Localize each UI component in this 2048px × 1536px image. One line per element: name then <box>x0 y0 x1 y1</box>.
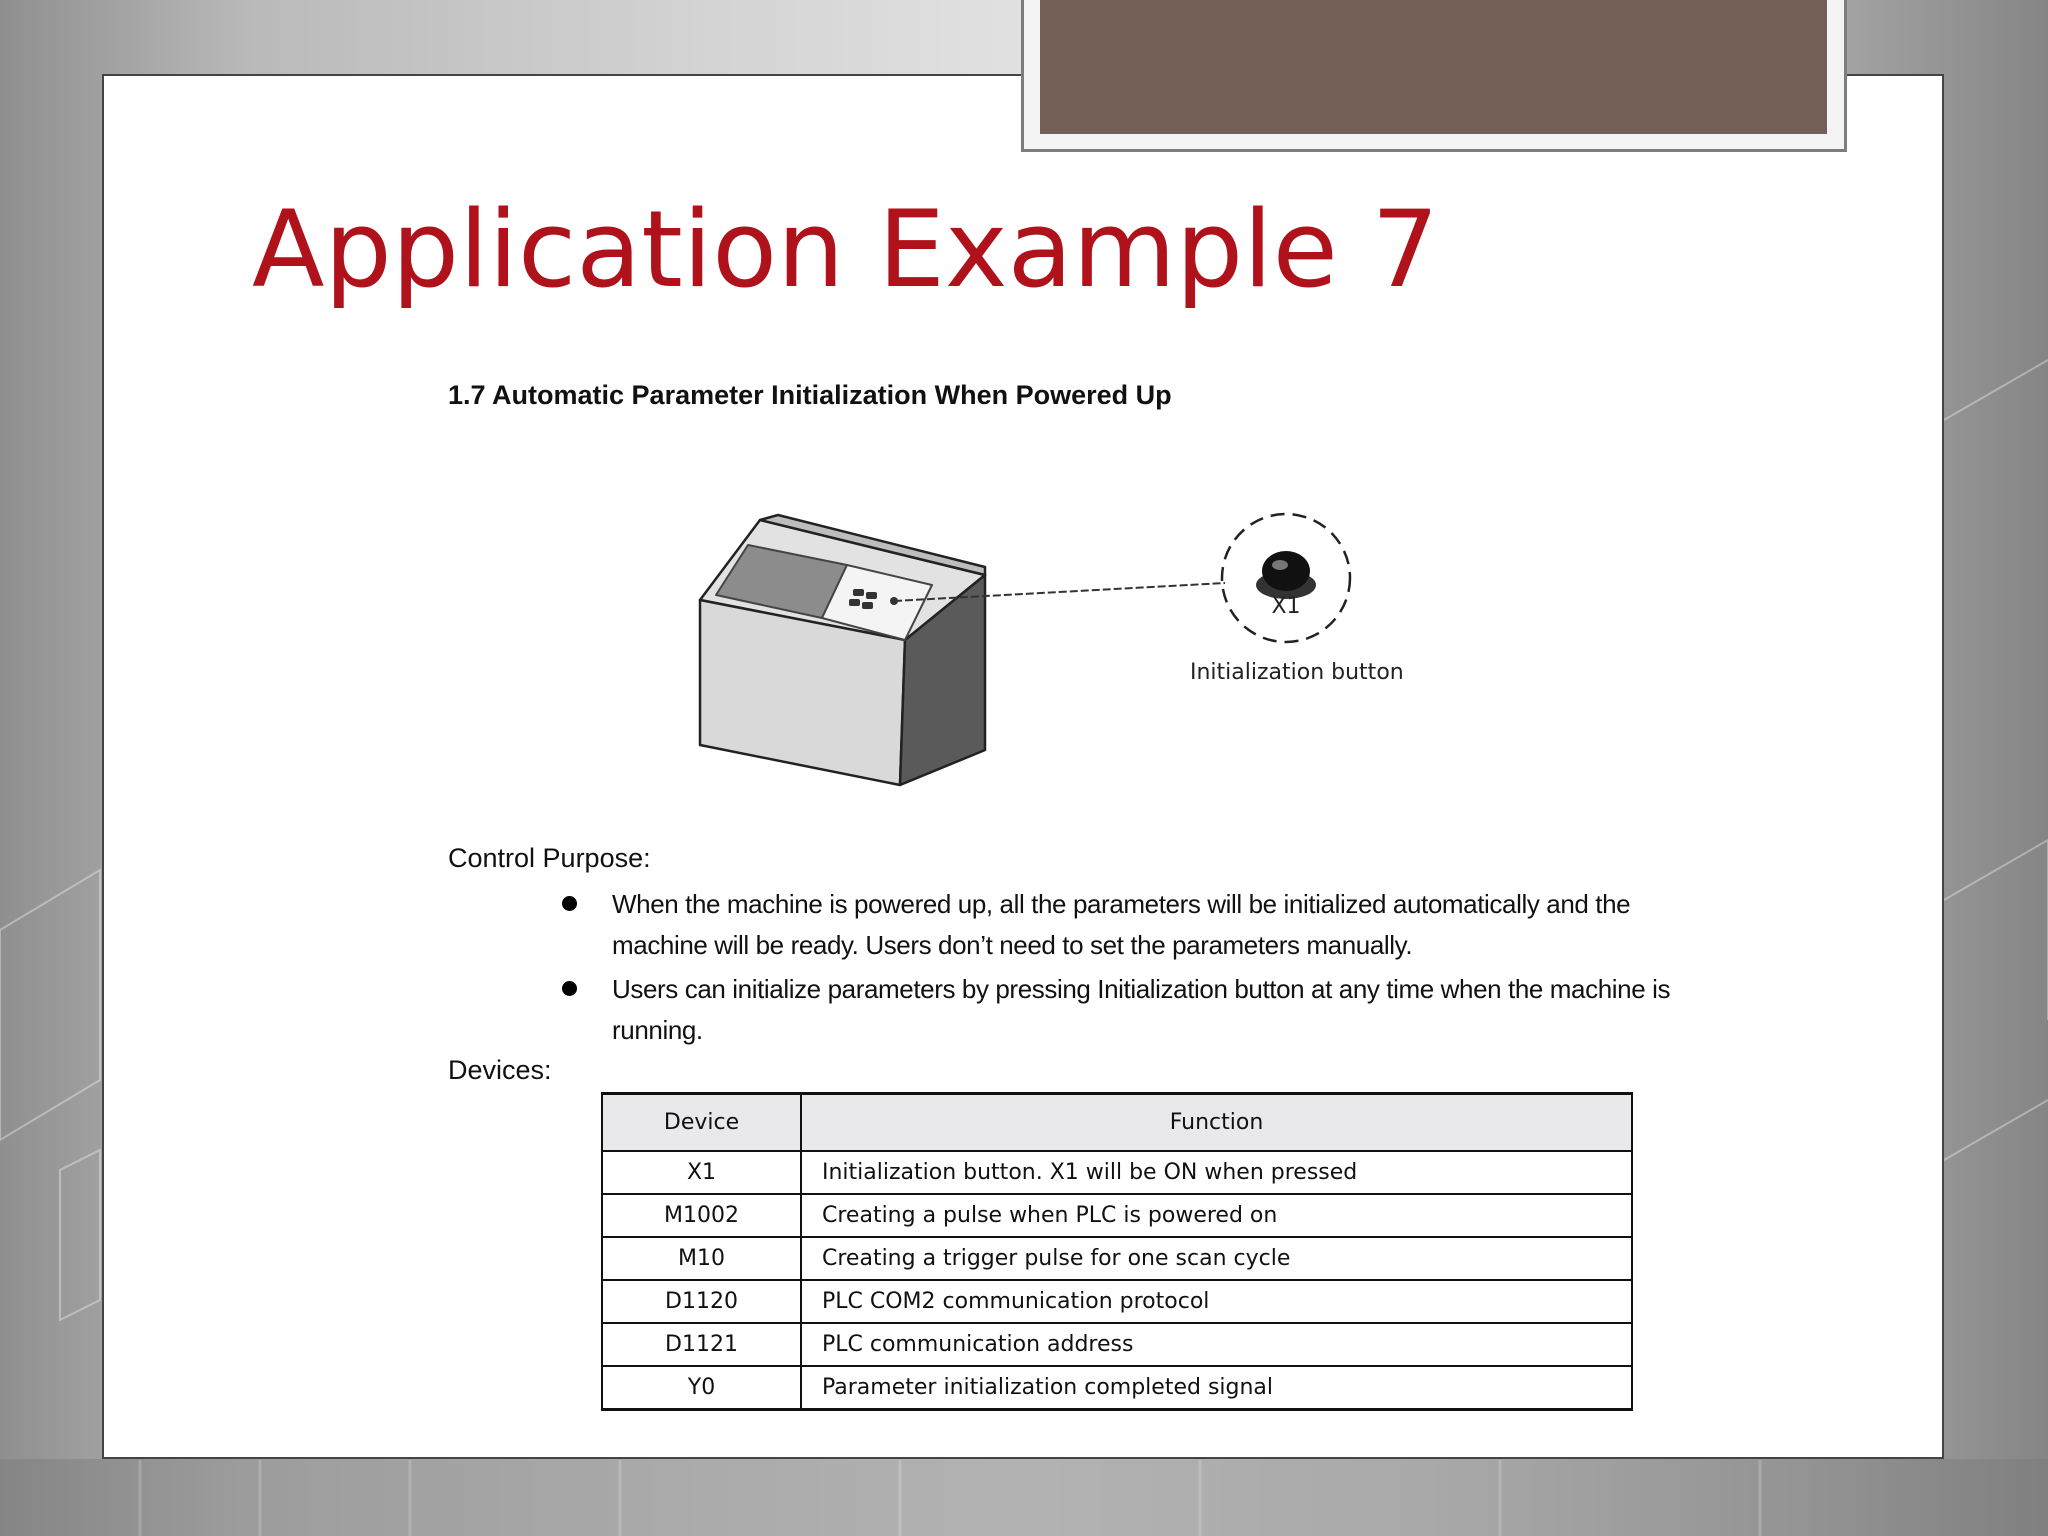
device-cell: M10 <box>602 1237 801 1280</box>
bullet-text: Users can initialize parameters by pressing Initialization button at any time when the machine is running. <box>612 974 1671 1045</box>
devices-heading: Devices: <box>448 1055 552 1085</box>
device-cell: M1002 <box>602 1194 801 1237</box>
bullet-icon <box>562 896 577 911</box>
table-row <box>602 1194 1632 1237</box>
table-row <box>602 1323 1632 1366</box>
devices-table <box>601 1092 1633 1411</box>
bullet-icon <box>562 981 577 996</box>
push-button-icon <box>1256 551 1316 599</box>
device-cell: X1 <box>602 1151 801 1194</box>
function-cell: Parameter initialization completed signal <box>801 1366 1632 1410</box>
machine-illustration <box>690 505 1430 805</box>
column-header-function: Function <box>801 1094 1632 1152</box>
control-purpose-list <box>560 884 1680 1054</box>
table-row <box>602 1366 1632 1410</box>
machine-icon <box>700 515 985 785</box>
table-row <box>602 1151 1632 1194</box>
function-cell: Creating a pulse when PLC is powered on <box>801 1194 1632 1237</box>
section-heading: 1.7 Automatic Parameter Initialization When Powered Up <box>448 380 1172 410</box>
function-cell: Creating a trigger pulse for one scan cycle <box>801 1237 1632 1280</box>
decorative-tab-block <box>1040 0 1827 134</box>
table-row <box>602 1237 1632 1280</box>
list-item <box>560 884 1680 966</box>
device-cell: D1121 <box>602 1323 801 1366</box>
function-cell: PLC COM2 communication protocol <box>801 1280 1632 1323</box>
table-row <box>602 1280 1632 1323</box>
column-header-device: Device <box>602 1094 801 1152</box>
function-cell: PLC communication address <box>801 1323 1632 1366</box>
button-label: X1 <box>1271 594 1301 619</box>
table-header-row <box>602 1094 1632 1152</box>
control-purpose-heading: Control Purpose: <box>448 843 651 873</box>
device-cell: D1120 <box>602 1280 801 1323</box>
initialization-button-caption: Initialization button <box>1190 660 1404 685</box>
device-cell: Y0 <box>602 1366 801 1410</box>
slide-title: Application Example 7 <box>252 188 1439 311</box>
list-item <box>560 969 1680 1051</box>
bullet-text: When the machine is powered up, all the parameters will be initialized automatically and the machine will be ready. Users don’t need to set the parameters manually. <box>612 889 1631 960</box>
function-cell: Initialization button. X1 will be ON when pressed <box>801 1151 1632 1194</box>
